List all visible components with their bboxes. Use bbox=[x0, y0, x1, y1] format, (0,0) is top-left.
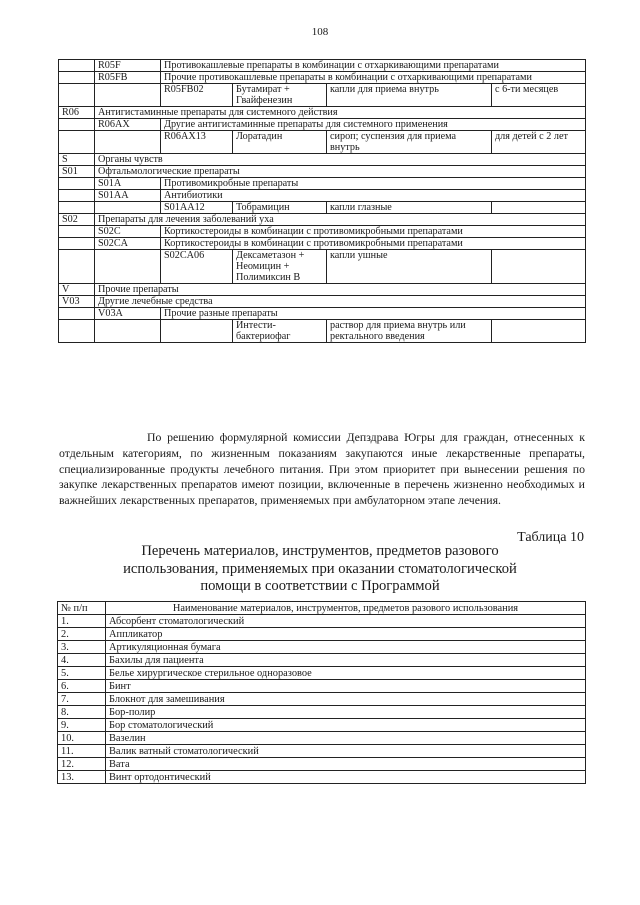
material-name: Абсорбент стоматологический bbox=[106, 615, 586, 628]
material-name: Вазелин bbox=[106, 732, 586, 745]
materials-row bbox=[58, 641, 586, 654]
atc-group-name: Противокашлевые препараты в комбинации с отхаркивающими препаратами bbox=[161, 60, 586, 72]
atc-row bbox=[59, 166, 586, 178]
materials-row bbox=[58, 654, 586, 667]
material-name: Аппликатор bbox=[106, 628, 586, 641]
material-num: 6. bbox=[58, 680, 106, 693]
atc-code: S01A bbox=[95, 178, 161, 190]
atc-empty-cell bbox=[59, 72, 95, 84]
atc-drug-code: R06AX13 bbox=[161, 131, 233, 154]
materials-row bbox=[58, 628, 586, 641]
atc-empty-cell bbox=[59, 250, 95, 284]
atc-code: S02CA bbox=[95, 238, 161, 250]
material-num: 8. bbox=[58, 706, 106, 719]
materials-row bbox=[58, 771, 586, 784]
header-num: № п/п bbox=[58, 602, 106, 615]
atc-empty-cell bbox=[95, 131, 161, 154]
material-num: 11. bbox=[58, 745, 106, 758]
atc-code: S02 bbox=[59, 214, 95, 226]
atc-empty-cell bbox=[95, 320, 161, 343]
atc-code: V bbox=[59, 284, 95, 296]
atc-drug-form: капли для приема внутрь bbox=[327, 84, 492, 107]
title-line: использования, применяемых при оказании стоматологической bbox=[123, 560, 517, 577]
atc-row bbox=[59, 131, 586, 154]
atc-drug-form: сироп; суспензия для приема внутрь bbox=[327, 131, 492, 154]
material-num: 9. bbox=[58, 719, 106, 732]
atc-group-name: Препараты для лечения заболеваний уха bbox=[95, 214, 586, 226]
atc-group-name: Прочие разные препараты bbox=[161, 308, 586, 320]
atc-empty-cell bbox=[59, 84, 95, 107]
material-name: Бахилы для пациента bbox=[106, 654, 586, 667]
material-name: Артикуляционная бумага bbox=[106, 641, 586, 654]
atc-group-name: Антибиотики bbox=[161, 190, 586, 202]
materials-row bbox=[58, 615, 586, 628]
atc-empty-cell bbox=[59, 238, 95, 250]
material-num: 1. bbox=[58, 615, 106, 628]
atc-group-name: Офтальмологические препараты bbox=[95, 166, 586, 178]
atc-drug-code: S01AA12 bbox=[161, 202, 233, 214]
atc-row bbox=[59, 190, 586, 202]
atc-group-name: Прочие препараты bbox=[95, 284, 586, 296]
atc-row bbox=[59, 72, 586, 84]
atc-row bbox=[59, 250, 586, 284]
material-name: Винт ортодонтический bbox=[106, 771, 586, 784]
atc-code: S01AA bbox=[95, 190, 161, 202]
table-caption: Таблица 10 bbox=[517, 530, 584, 545]
atc-empty-cell bbox=[59, 60, 95, 72]
atc-drug-note: с 6-ти месяцев bbox=[492, 84, 586, 107]
atc-row bbox=[59, 202, 586, 214]
atc-code: R06AX bbox=[95, 119, 161, 131]
atc-row bbox=[59, 238, 586, 250]
atc-empty-cell bbox=[59, 119, 95, 131]
atc-drug-note bbox=[492, 320, 586, 343]
atc-row bbox=[59, 214, 586, 226]
material-num: 4. bbox=[58, 654, 106, 667]
atc-row bbox=[59, 320, 586, 343]
atc-code: R05FB bbox=[95, 72, 161, 84]
atc-drug-name: Дексаметазон + Неомицин + Полимиксин В bbox=[233, 250, 327, 284]
atc-code: S01 bbox=[59, 166, 95, 178]
material-name: Валик ватный стоматологический bbox=[106, 745, 586, 758]
atc-drug-name: Тобрамицин bbox=[233, 202, 327, 214]
materials-title bbox=[95, 543, 545, 596]
atc-drug-name: Бутамират + Гвайфенезин bbox=[233, 84, 327, 107]
atc-code: R06 bbox=[59, 107, 95, 119]
atc-row bbox=[59, 308, 586, 320]
header-name: Наименование материалов, инструментов, предметов разового использования bbox=[106, 602, 586, 615]
materials-row bbox=[58, 693, 586, 706]
title-line: помощи в соответствии с Программой bbox=[200, 578, 440, 594]
atc-empty-cell bbox=[95, 250, 161, 284]
atc-empty-cell bbox=[59, 178, 95, 190]
atc-empty-cell bbox=[59, 226, 95, 238]
material-num: 12. bbox=[58, 758, 106, 771]
materials-row bbox=[58, 758, 586, 771]
materials-table bbox=[57, 601, 586, 784]
title-line: Перечень материалов, инструментов, предметов разового bbox=[141, 543, 499, 559]
atc-empty-cell bbox=[59, 202, 95, 214]
material-name: Вата bbox=[106, 758, 586, 771]
atc-empty-cell bbox=[59, 131, 95, 154]
atc-row bbox=[59, 154, 586, 166]
materials-header-row bbox=[58, 602, 586, 615]
page-number: 108 bbox=[311, 26, 329, 38]
atc-drug-form: раствор для приема внутрь или ректального введения bbox=[327, 320, 492, 343]
atc-row bbox=[59, 284, 586, 296]
atc-drug-table bbox=[58, 59, 586, 343]
material-name: Бинт bbox=[106, 680, 586, 693]
material-num: 3. bbox=[58, 641, 106, 654]
atc-empty-cell bbox=[59, 320, 95, 343]
atc-code: S bbox=[59, 154, 95, 166]
material-num: 10. bbox=[58, 732, 106, 745]
atc-row bbox=[59, 296, 586, 308]
materials-row bbox=[58, 680, 586, 693]
atc-code: S02C bbox=[95, 226, 161, 238]
material-name: Белье хирургическое стерильное одноразовое bbox=[106, 667, 586, 680]
atc-drug-note bbox=[492, 202, 586, 214]
material-num: 13. bbox=[58, 771, 106, 784]
atc-row bbox=[59, 178, 586, 190]
material-num: 2. bbox=[58, 628, 106, 641]
atc-group-name: Органы чувств bbox=[95, 154, 586, 166]
atc-drug-code bbox=[161, 320, 233, 343]
atc-empty-cell bbox=[95, 84, 161, 107]
atc-row bbox=[59, 119, 586, 131]
atc-code: V03A bbox=[95, 308, 161, 320]
materials-row bbox=[58, 667, 586, 680]
atc-drug-form: капли ушные bbox=[327, 250, 492, 284]
atc-drug-note: для детей с 2 лет bbox=[492, 131, 586, 154]
atc-drug-form: капли глазные bbox=[327, 202, 492, 214]
atc-drug-note bbox=[492, 250, 586, 284]
materials-row bbox=[58, 719, 586, 732]
atc-row bbox=[59, 107, 586, 119]
atc-code: V03 bbox=[59, 296, 95, 308]
atc-row bbox=[59, 60, 586, 72]
atc-empty-cell bbox=[59, 190, 95, 202]
formulary-paragraph: По решению формулярной комиссии Депздрава Югры для граждан, отнесенных к отдельным категориям, по жизненным показаниям закупаются иные лекарственные препараты, специализированные продукты лечебного питания. При этом приоритет при вынесении решения по закупке лекарственных препаратов имеют позиции, включенные в перечень жизненно необходимых и важнейших лекарственных препаратов, применяемых при амбулаторном этапе лечения. bbox=[59, 430, 585, 508]
material-name: Блокнот для замешивания bbox=[106, 693, 586, 706]
atc-group-name: Другие лечебные средства bbox=[95, 296, 586, 308]
materials-row bbox=[58, 706, 586, 719]
atc-group-name: Антигистаминные препараты для системного действия bbox=[95, 107, 586, 119]
materials-row bbox=[58, 732, 586, 745]
atc-group-name: Кортикостероиды в комбинации с противомикробными препаратами bbox=[161, 238, 586, 250]
atc-empty-cell bbox=[95, 202, 161, 214]
atc-group-name: Противомикробные препараты bbox=[161, 178, 586, 190]
atc-empty-cell bbox=[59, 308, 95, 320]
atc-drug-code: S02CA06 bbox=[161, 250, 233, 284]
atc-code: R05F bbox=[95, 60, 161, 72]
atc-drug-name: Лоратадин bbox=[233, 131, 327, 154]
material-num: 5. bbox=[58, 667, 106, 680]
atc-group-name: Другие антигистаминные препараты для системного применения bbox=[161, 119, 586, 131]
material-name: Бор стоматологический bbox=[106, 719, 586, 732]
atc-group-name: Прочие противокашлевые препараты в комбинации с отхаркивающими препаратами bbox=[161, 72, 586, 84]
atc-drug-code: R05FB02 bbox=[161, 84, 233, 107]
materials-row bbox=[58, 745, 586, 758]
atc-group-name: Кортикостероиды в комбинации с противомикробными препаратами bbox=[161, 226, 586, 238]
atc-row bbox=[59, 226, 586, 238]
atc-row bbox=[59, 84, 586, 107]
material-num: 7. bbox=[58, 693, 106, 706]
material-name: Бор-полир bbox=[106, 706, 586, 719]
atc-drug-name: Интести-бактериофаг bbox=[233, 320, 327, 343]
